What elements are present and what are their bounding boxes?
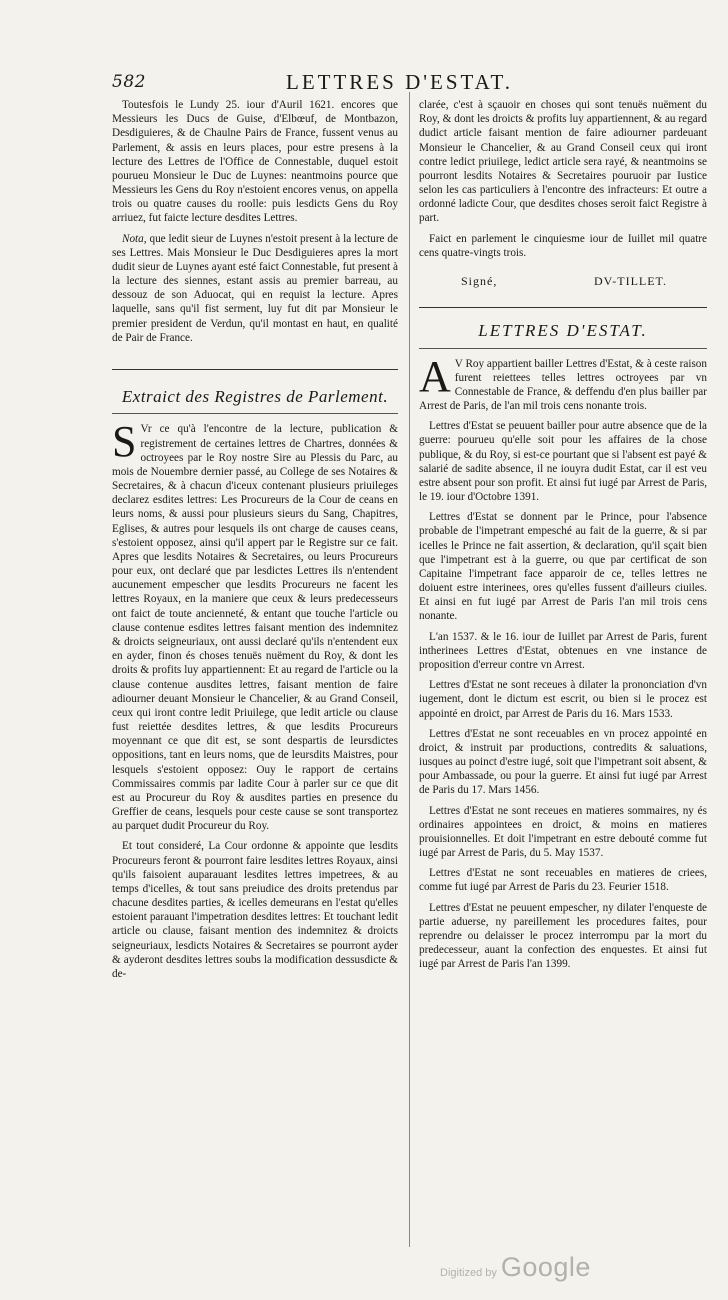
right-paragraph-4: Lettres d'Estat se peuuent bailler pour autre absence que de la guerre: pourueu qu'elle soit pour les affaires de la chose publique, & du Roy, si est-ce pourtant que si l'absent est payé & salarié de sadite absence, il ne iouyra dudit Estat, car il est veu estre absent pour son profit. Et ainsi fut iugé par Arrest de Paris, le 19. iour d'Octobre 1391. (419, 420, 707, 504)
signed-name: DV-TILLET. (594, 273, 667, 288)
digitized-watermark (440, 1252, 591, 1283)
nota-label: Nota, (122, 232, 147, 245)
right-paragraph-2: Faict en parlement le cinquiesme iour de Iuillet mil quatre cens quatre-vingts trois. (419, 232, 707, 259)
right-paragraph-8: Lettres d'Estat ne sont receuables en vn procez appointé en droict, & instruit par productions, contredits & saluations, iusques au poinct d'estre iugé, soit que l'impetrant soit absent, & pour Ambassade, ou pour la guerre. Et ainsi fut iugé par Arrest de Paris du 17. Mars 1456. (419, 727, 707, 797)
left-section-title: Extraict des Registres de Parlement. (121, 386, 389, 406)
left-paragraph-3-text: Vr ce qu'à l'encontre de la lecture, publication & registrement de certaines lettres de Chartres, données & octroyees par le Roy nostre Sire au Plessis du Parc, au mois de Nouembre dernier passé, au College de ses Notaires & Secretaires, & à chacun d'iceux contenant plusieurs priuileges declarez esdites lettres: Les Procureurs de la Cour de ceans en leurs noms, & aussi pour plusieurs sieurs du Sang, Chapitres, Eglises, & autres pour lesquels ils ont charge de causes ceans, s'estoient opposez, ainsi qu'il appert par le Registre sur ce fait. Apres que lesdits Notaires & Secretaires, ou leurs Procureurs pour eux, ont declaré que par lesdictes Lettres ils n'entendent aucunement empescher que lesdits Procureurs ne facent les lettres Royaux, en la maniere que ceux & leurs predecesseurs ont faict de toute ancienneté, & entant que touche l'article ou clause contenue esdites lettres faisant mention des indemnitez & droicts seigneuriaux, ont aussi declaré qu'ils n'entendent eux en ayder, finon és choses tenuës nuëment du Roy, & dont les droits & profits luy appartiennent: Et au regard de l'article ou la clause contenue ausdites lettres, faisant mention de faire adiourner deuant Monsieur le Chancelier, & au Grand Conseil, ceux qui iront contre ledit Priuilege, que ledit article ou clause fust reiettée desdites lettres, & que lesdits Procureurs moyennant ce que dit est, se sont despartis de leursdictes oppositions, tant en leurs noms, que de leursdits Maistres, pour lesquels s'estoient opposez: Ouy le rapport de certains Commissaires commis par ladite Cour à parler sur ce que dit est au Procureur du Roy & ausdites parties en presence du Greffier de ceans, lesquels pour ceste cause se sont transportez au parquet dudit Procureur du Roy. (112, 423, 398, 833)
right-column (419, 98, 707, 971)
digitized-by-text: Digitized by (440, 1267, 497, 1279)
page-number: 582 (112, 72, 146, 92)
right-paragraph-3 (419, 351, 707, 414)
right-paragraph-11: Lettres d'Estat ne peuuent empescher, ny dilater l'enqueste de partie aduerse, ny pareillement les procedures faites, pour reprendre ou delaisser le procez interrompu par la mort du predecesseur, auant la confection des enquestes. Et ainsi fut iugé par Arrest de Paris l'an 1399. (419, 901, 707, 971)
right-paragraph-3-text: V Roy appartient bailler Lettres d'Estat, & à ceste raison furent reiettees telles lettres octroyees par vn Connestable de France, & deffendu d'en plus bailler par Arrest de Paris, de l'an mil trois cens nonante trois. (419, 357, 707, 413)
left-column (112, 98, 398, 981)
signature-line (419, 274, 707, 289)
right-paragraph-9: Lettres d'Estat ne sont receues en matieres sommaires, ny és ordinaires appointees en droict, & moins en matieres prouisionnelles. Et doit l'impetrant en estre debouté comme fut iugé par Arrest de Paris, du 5. May 1537. (419, 804, 707, 860)
right-paragraph-5: Lettres d'Estat se donnent par le Prince, pour l'absence probable de l'impetrant empesché au fait de la guerre, & si par icelles le Prince ne fait assertion, & declaration, qu'il sçait bien que l'impetrant est à la guerre, ou que par certificat de son Capitaine l'impetrant face apparoir de ce, telles lettres ne doiuent estre interinees, ores qu'elles fussent d'ailleurs ciuiles. Et ainsi en fut iugé par Arrest de Paris l'an mil trois cens nonante. (419, 511, 707, 623)
left-paragraph-1: Toutesfois le Lundy 25. iour d'Auril 1621. encores que Messieurs les Ducs de Guise, d'Elbœuf, de Montbazon, Desdiguieres, & de Chaulne Pairs de France, fussent venus au Parlement, & assis en leurs places, pour estre presens à la lecture des Lettres de l'Office de Connestable, duquel estoit pourueu Monsieur le Duc de Luynes: neantmoins pource que Messieurs les Gens du Roy n'estoient encores venus, on appella trois ou quatre causes du roolle: puis lesdicts Gens du Roy arriuez, fut faicte lecture desdites Lettres. (112, 99, 398, 225)
dropcap-s: S (112, 417, 137, 467)
left-paragraph-4: Et tout consideré, La Cour ordonne & appointe que lesdits Procureurs feront & pourront faire lesdites lettres Royaux, ainsi qu'ils faisoient auparauant lesdites lettres impetrees, & au temps d'icelles, & tout sans preiudice des droits pretendus par chacune desdites parties, & icelles demeurans en l'estat qu'elles estoient parauant l'impetration desdites lettres: Et touchant ledit article ou clause, faisant mention des indemnitez & droicts seigneuriaux, lesdicts Notaires & Secretaires se pourront ayder & ayderont desdites lettres soubs la modification dessusdicte & de- (112, 840, 398, 980)
right-paragraph-6: L'an 1537. & le 16. iour de Iuillet par Arrest de Paris, furent intherinees Lettres d'Estat, obtenues en vne instance de proposition d'erreur contre vn Arrest. (419, 630, 707, 671)
dropcap-a: A (419, 351, 451, 401)
running-title: LETTRES D'ESTAT. (286, 70, 514, 94)
right-section-title: LETTRES D'ESTAT. (478, 321, 648, 341)
left-paragraph-2 (112, 232, 398, 345)
right-paragraph-1: clarée, c'est à sçauoir en choses qui sont tenuës nuëment du Roy, & dont les droicts & profits luy appartiennent, & au regard dudict article faisant mention de faire adiourner pardeuant Monsieur le Chancelier, & au Grand Conseil ceux qui iront contre ledict priuilege, ledict article sera rayé, & neantmoins se pourront lesdits Notaires & Secretaires pouruoir par Iustice selon les cas particuliers à l'encontre des infracteurs: Et outre a ordonné ladicte Cour, que desdites choses seroit faict Registre à part. (419, 99, 707, 225)
nota-text: que ledit sieur de Luynes n'estoit present à la lecture de ses Lettres. Mais Monsieur le Duc Desdiguieres apres la mort dudit sieur de Luynes ayant esté faict Connestable, fut present à la lecture des siennes, estant assis au premier barreau, au dessouz de son Aduocat, qui en requist la lecture. Apres laquelle, sans qu'il fist serment, luy fut dit par Monsieur le premier president de Verdun, qu'il montast en haut, en qualité de Pair de France. (112, 232, 398, 344)
signed-label: Signé, (461, 273, 498, 288)
left-paragraph-3 (112, 417, 398, 833)
right-paragraph-7: Lettres d'Estat ne sont receues à dilater la prononciation d'vn iugement, dont le dictum est escrit, ou bien si le procez est appointé en droict, par Arrest de Paris du 16. Mars 1533. (419, 679, 707, 720)
google-logo: Google (500, 1252, 591, 1282)
column-divider (409, 92, 410, 1247)
right-paragraph-10: Lettres d'Estat ne sont receuables en matieres de criees, comme fut iugé par Arrest de Paris du 23. Feurier 1518. (419, 867, 707, 894)
